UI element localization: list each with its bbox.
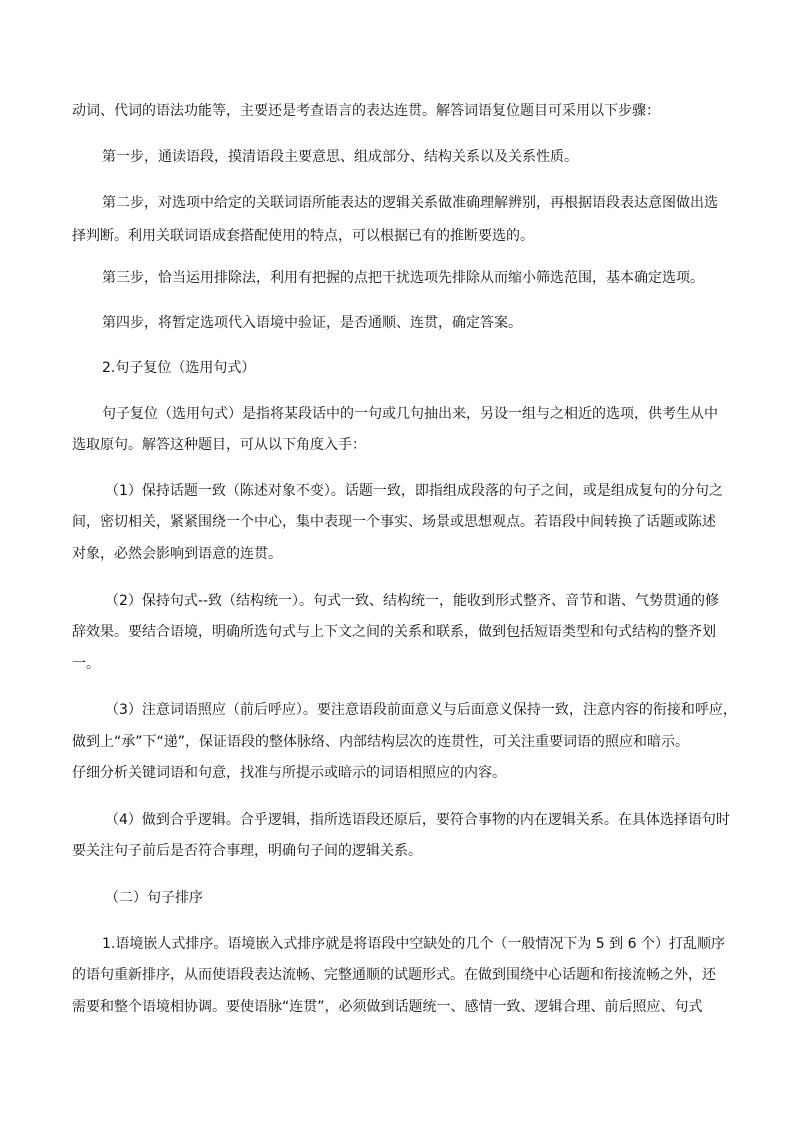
- step-one-line: 第一步，通读语段，摸清语段主要意思、组成部分、结构关系以及关系性质。: [102, 149, 578, 165]
- paragraph-line: 间，密切相关，紧紧围绕一个中心，集中表现一个事实、场景或思想观点。若语段中间转换了话题或陈述: [72, 514, 716, 530]
- point-one-line: （1）保持话题一致（陈述对象不变）。话题一致，即指组成段落的句子之间，或是组成复句的分句之: [105, 483, 723, 499]
- step-four-line: 第四步，将暂定选项代入语境中验证，是否通顺、连贯，确定答案。: [102, 315, 522, 331]
- paragraph-line: 句子复位（选用句式）是指将某段话中的一句或几句抽出来，另设一组与之相近的选项，供考生从中: [102, 406, 718, 422]
- paragraph-line: 选取原句。解答这种题目，可从以下角度入手：: [72, 437, 366, 453]
- paragraph-line: 一。: [72, 656, 100, 672]
- paragraph-line: 需要和整个语境相协调。要使语脉“连贯”，必须做到话题统一、感情一致、逻辑合理、前后照应、句式: [72, 999, 703, 1015]
- section-heading: （二）句子排序: [105, 890, 203, 906]
- paragraph-line: 要关注句子前后是否符合事理，明确句子间的逻辑关系。: [72, 843, 422, 859]
- step-three-line: 第三步，恰当运用排除法，利用有把握的点把干扰选项先排除从而缩小筛选范围，基本确定选项。: [102, 270, 704, 286]
- paragraph-line: 做到上“承”下“递”，保证语段的整体脉络、内部结构层次的连贯性，可关注重要词语的照应和暗示。: [72, 734, 690, 750]
- paragraph-line: 对象，必然会影响到语意的连贯。: [72, 546, 282, 562]
- section-heading: 2.句子复位（选用句式）: [102, 360, 256, 376]
- paragraph-line: 动词、代词的语法功能等，主要还是考查语言的表达连贯。解答词语复位题目可采用以下步骤：: [72, 103, 660, 119]
- paragraph-line: 辞效果。要结合语境，明确所选句式与上下文之间的关系和联系，做到包括短语类型和句式结构的整齐划: [72, 624, 716, 640]
- point-four-line: （4）做到合乎逻辑。合乎逻辑，指所选语段还原后，要符合事物的内在逻辑关系。在具体选择语句时: [105, 812, 730, 828]
- step-two-line: 第二步，对选项中给定的关联词语所能表达的逻辑关系做准确理解辨别，再根据语段表达意图做出选: [102, 195, 718, 211]
- point-three-line: （3）注意词语照应（前后呼应）。要注意语段前面意义与后面意义保持一致，注意内容的衔接和呼应，: [105, 702, 737, 718]
- point-two-line: （2）保持句式--致（结构统一）。句式一致、结构统一，能收到形式整齐、音节和谐、气势贯通的修: [105, 593, 720, 609]
- paragraph-line: 的语句重新排序，从而使语段表达流畅、完整通顺的试题形式。在做到围绕中心话题和衔接流畅之外，还: [72, 967, 716, 983]
- paragraph-line: 仔细分析关键词语和句意，找准与所提示或暗示的词语相照应的内容。: [72, 765, 506, 781]
- paragraph-line: 择判断。利用关联词语成套搭配使用的特点，可以根据已有的推断要选的。: [72, 228, 534, 244]
- paragraph-line: 1.语境嵌人式排序。语境嵌入式排序就是将语段中空缺处的几个（一般情况下为 5 到 6 个）打乱顺序: [102, 936, 725, 952]
